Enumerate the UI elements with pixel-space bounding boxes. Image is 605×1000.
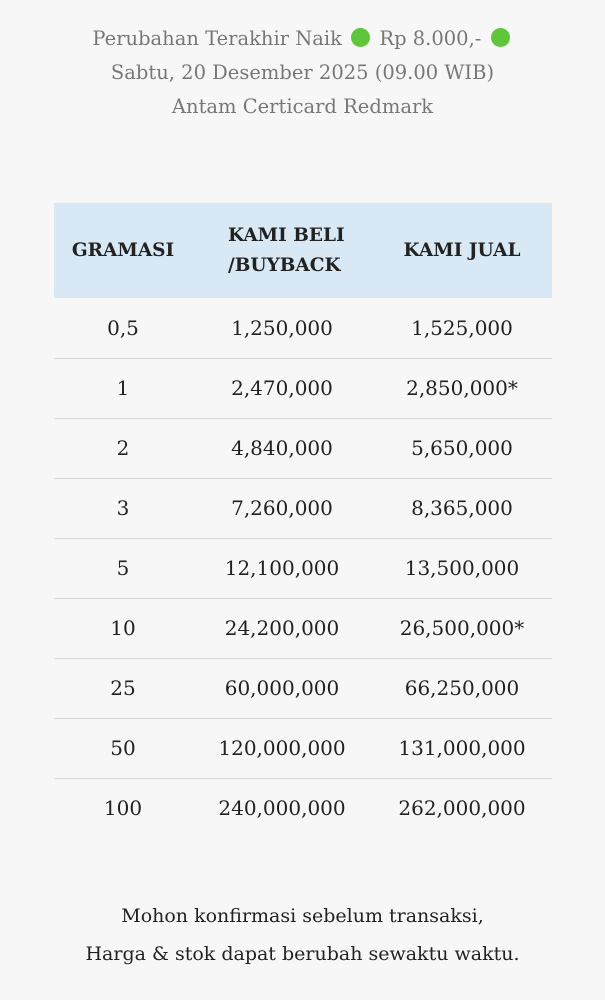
green-dot-icon bbox=[351, 28, 370, 47]
table-row bbox=[54, 478, 552, 538]
price-change-line bbox=[0, 22, 605, 56]
cell-kami-beli: 2,470,000 bbox=[231, 376, 333, 400]
cell-kami-beli: 12,100,000 bbox=[224, 556, 340, 580]
cell-kami-jual: 26,500,000* bbox=[399, 616, 525, 640]
table-row bbox=[54, 298, 552, 358]
cell-kami-jual: 2,850,000* bbox=[406, 376, 518, 400]
table-row bbox=[54, 718, 552, 778]
table-row bbox=[54, 598, 552, 658]
cell-kami-jual: 5,650,000 bbox=[411, 436, 513, 460]
column-header-kami-beli: KAMI BELI /BUYBACK bbox=[228, 224, 345, 276]
cell-gramasi: 5 bbox=[116, 556, 130, 580]
cell-gramasi: 50 bbox=[110, 736, 136, 760]
cell-kami-jual: 262,000,000 bbox=[398, 796, 526, 821]
cell-kami-beli: 1,250,000 bbox=[231, 315, 333, 340]
cell-kami-beli: 120,000,000 bbox=[218, 736, 346, 760]
cell-kami-beli: 24,200,000 bbox=[224, 616, 340, 640]
cell-gramasi: 1 bbox=[116, 376, 130, 400]
cell-gramasi: 10 bbox=[110, 616, 136, 640]
price-change-amount: Rp 8.000,- bbox=[379, 27, 482, 50]
table-row bbox=[54, 418, 552, 478]
price-change-header bbox=[0, 22, 605, 124]
table-row bbox=[54, 658, 552, 718]
cell-gramasi: 2 bbox=[116, 436, 130, 460]
cell-kami-beli: 4,840,000 bbox=[231, 436, 333, 460]
cell-kami-jual: 1,525,000 bbox=[411, 315, 513, 340]
price-date: Sabtu, 20 Desember 2025 (09.00 WIB) bbox=[110, 61, 495, 84]
table-row bbox=[54, 778, 552, 838]
cell-gramasi: 3 bbox=[116, 496, 130, 520]
cell-kami-jual: 66,250,000 bbox=[404, 676, 520, 700]
price-change-label: Perubahan Terakhir Naik bbox=[92, 27, 342, 50]
disclaimer-line-2: Harga & stok dapat berubah sewaktu waktu. bbox=[85, 943, 520, 965]
cell-kami-beli: 240,000,000 bbox=[218, 796, 346, 821]
green-dot-icon bbox=[491, 28, 510, 47]
cell-kami-jual: 131,000,000 bbox=[398, 736, 526, 760]
cell-gramasi: 0,5 bbox=[107, 315, 139, 340]
table-row bbox=[54, 538, 552, 598]
column-header-kami-jual: KAMI JUAL bbox=[403, 239, 521, 261]
column-header-gramasi: GRAMASI bbox=[71, 239, 175, 261]
table-header-row bbox=[54, 203, 552, 298]
gold-price-table bbox=[54, 203, 552, 838]
cell-kami-jual: 13,500,000 bbox=[404, 556, 520, 580]
cell-kami-jual: 8,365,000 bbox=[411, 496, 513, 520]
cell-gramasi: 25 bbox=[110, 676, 136, 700]
table-row bbox=[54, 358, 552, 418]
disclaimer-line-1: Mohon konfirmasi sebelum transaksi, bbox=[121, 905, 484, 927]
cell-kami-beli: 60,000,000 bbox=[224, 676, 340, 700]
cell-kami-beli: 7,260,000 bbox=[231, 496, 333, 520]
disclaimer bbox=[0, 897, 605, 973]
cell-gramasi: 100 bbox=[103, 796, 143, 821]
product-name: Antam Certicard Redmark bbox=[171, 95, 434, 118]
